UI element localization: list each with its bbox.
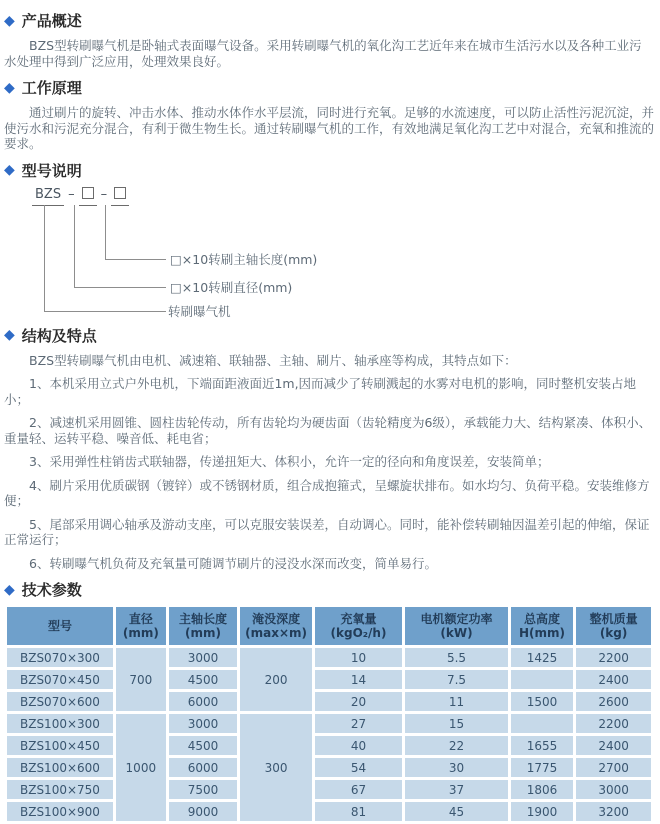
cell-height: 1425 bbox=[511, 648, 573, 667]
cell-oxygen: 14 bbox=[315, 670, 402, 689]
cell-model: BZS070×450 bbox=[7, 670, 113, 689]
header-oxygenation: 充氧量 (kgO₂/h) bbox=[315, 607, 402, 645]
feature-item: 3、采用弹性柱销齿式联轴器，传递扭矩大、体积小，允许一定的径向和角度误差，安装简单； bbox=[29, 454, 550, 469]
cell-height: 1900 bbox=[511, 802, 573, 821]
table-row bbox=[7, 692, 651, 711]
model-formula bbox=[32, 187, 129, 206]
table-row bbox=[7, 714, 651, 733]
cell-oxygen: 81 bbox=[315, 802, 402, 821]
cell-weight: 3200 bbox=[576, 802, 651, 821]
cell-oxygen: 40 bbox=[315, 736, 402, 755]
cell-depth: 300 bbox=[240, 714, 312, 821]
header-model: 型号 bbox=[7, 607, 113, 645]
features-intro: BZS型转刷曝气机由电机、减速箱、联轴器、主轴、刷片、轴承座等构成，其特点如下： bbox=[29, 352, 517, 368]
cell-model: BZS070×300 bbox=[7, 648, 113, 667]
model-title: 型号说明 bbox=[21, 161, 82, 180]
parameters-title: 技术参数 bbox=[21, 581, 82, 599]
connector-line-shaft bbox=[105, 205, 166, 260]
cell-length: 6000 bbox=[169, 692, 238, 711]
diamond-icon: ◆ bbox=[4, 327, 15, 343]
cell-weight: 2600 bbox=[576, 692, 651, 711]
cell-oxygen: 67 bbox=[315, 780, 402, 799]
cell-model: BZS100×750 bbox=[7, 780, 113, 799]
feature-item: 4、刷片采用优质碳钢（镀锌）或不锈钢材质，组合成抱箍式，呈螺旋状排布。如水均匀、负荷平稳。安装维修方便； bbox=[4, 477, 650, 508]
overview-title: 产品概述 bbox=[21, 12, 82, 30]
cell-height: 1775 bbox=[511, 758, 573, 777]
cell-height: 1500 bbox=[511, 692, 573, 711]
cell-oxygen: 27 bbox=[315, 714, 402, 733]
section-title-principle bbox=[4, 79, 654, 98]
cell-length: 7500 bbox=[169, 780, 238, 799]
table-row bbox=[7, 736, 651, 755]
header-shaft-length: 主轴长度 (mm) bbox=[169, 607, 238, 645]
features-title: 结构及特点 bbox=[21, 326, 97, 345]
cell-weight: 2400 bbox=[576, 736, 651, 755]
cell-length: 3000 bbox=[169, 648, 238, 667]
model-box-wrap bbox=[111, 187, 129, 206]
model-box-icon bbox=[114, 187, 126, 199]
cell-length: 3000 bbox=[169, 714, 238, 733]
table-row bbox=[7, 648, 651, 667]
principle-paragraph: 通过刷片的旋转、冲击水体、推动水体作水平层流，同时进行充氧。足够的水流速度，可以防止活性污泥沉淀，并使污水和污泥充分混合，有利于微生物生长。通过转刷曝气机的工作，有效地满足氧化沟工艺中对混合，充氧和推流的要求。 bbox=[4, 105, 655, 151]
cell-power: 11 bbox=[405, 692, 508, 711]
cell-weight: 2200 bbox=[576, 714, 651, 733]
cell-height: 1806 bbox=[511, 780, 573, 799]
cell-power: 5.5 bbox=[405, 648, 508, 667]
cell-weight: 3000 bbox=[576, 780, 651, 799]
table-row bbox=[7, 758, 651, 777]
cell-oxygen: 10 bbox=[315, 648, 402, 667]
cell-height bbox=[511, 714, 573, 733]
cell-weight: 2400 bbox=[576, 670, 651, 689]
formula-dash: – bbox=[100, 186, 108, 202]
label-shaft-length: □×10转刷主轴长度(mm) bbox=[170, 251, 318, 267]
cell-length: 4500 bbox=[169, 670, 238, 689]
formula-dash: – bbox=[68, 186, 75, 202]
cell-depth: 200 bbox=[240, 648, 312, 711]
diamond-icon: ◆ bbox=[4, 162, 15, 178]
section-title-parameters bbox=[4, 581, 654, 600]
feature-item: 2、减速机采用圆锥、圆柱齿轮传动，所有齿轮均为硬齿面（齿轮精度为6级），承载能力大、结构紧凑、体积小、重量轻、运转平稳、噪音低、耗电省； bbox=[4, 415, 652, 446]
cell-model: BZS070×600 bbox=[7, 692, 113, 711]
cell-power: 30 bbox=[405, 758, 508, 777]
diamond-icon: ◆ bbox=[4, 581, 15, 598]
section-title-features bbox=[4, 327, 654, 346]
section-title-overview bbox=[4, 12, 654, 31]
cell-diameter: 1000 bbox=[116, 714, 166, 821]
header-machine-weight: 整机质量 (kg) bbox=[576, 607, 651, 645]
header-motor-power: 电机额定功率 (kW) bbox=[405, 607, 508, 645]
section-title-model bbox=[4, 162, 654, 181]
cell-model: BZS100×900 bbox=[7, 802, 113, 821]
model-box-icon bbox=[82, 187, 94, 199]
model-code-diagram bbox=[4, 185, 654, 317]
cell-oxygen: 54 bbox=[315, 758, 402, 777]
cell-oxygen: 20 bbox=[315, 692, 402, 711]
header-diameter: 直径 (mm) bbox=[116, 607, 166, 645]
cell-weight: 2200 bbox=[576, 648, 651, 667]
principle-title: 工作原理 bbox=[21, 79, 82, 97]
cell-model: BZS100×600 bbox=[7, 758, 113, 777]
cell-length: 6000 bbox=[169, 758, 238, 777]
cell-height: 1655 bbox=[511, 736, 573, 755]
cell-power: 45 bbox=[405, 802, 508, 821]
cell-model: BZS100×300 bbox=[7, 714, 113, 733]
feature-item: 5、尾部采用调心轴承及游动支座，可以克服安装误差，自动调心。同时，能补偿转刷轴因温差引起的伸缩，保证正常运行； bbox=[4, 516, 650, 547]
cell-length: 9000 bbox=[169, 802, 238, 821]
table-header-row bbox=[7, 607, 651, 645]
model-prefix: BZS bbox=[32, 187, 64, 206]
cell-power: 15 bbox=[405, 714, 508, 733]
diamond-icon: ◆ bbox=[4, 79, 15, 96]
cell-power: 37 bbox=[405, 780, 508, 799]
table-row bbox=[7, 802, 651, 821]
table-row bbox=[7, 670, 651, 689]
cell-power: 7.5 bbox=[405, 670, 508, 689]
header-total-height: 总高度 H(mm) bbox=[511, 607, 573, 645]
spec-table bbox=[4, 604, 654, 824]
overview-paragraph: BZS型转刷曝气机是卧轴式表面曝气设备。采用转刷曝气机的氧化沟工艺近年来在城市生活污水以及各种工业污水处理中得到广泛应用，处理效果良好。 bbox=[4, 38, 642, 69]
cell-diameter: 700 bbox=[116, 648, 166, 711]
cell-height bbox=[511, 670, 573, 689]
diamond-icon: ◆ bbox=[4, 12, 15, 29]
table-row bbox=[7, 780, 651, 799]
header-submersion-depth: 淹没深度 (max×m) bbox=[240, 607, 312, 645]
label-machine-name: 转刷曝气机 bbox=[168, 303, 231, 319]
feature-item: 1、本机采用立式户外电机，下端面距液面近1m,因而减少了转刷溅起的水雾对电机的影响，同时整机安装占地小； bbox=[4, 376, 637, 407]
cell-weight: 2700 bbox=[576, 758, 651, 777]
feature-item: 6、转刷曝气机负荷及充氧量可随调节刷片的浸没水深而改变，简单易行。 bbox=[29, 555, 437, 571]
model-box-wrap bbox=[79, 187, 97, 206]
cell-model: BZS100×450 bbox=[7, 736, 113, 755]
cell-power: 22 bbox=[405, 736, 508, 755]
cell-length: 4500 bbox=[169, 736, 238, 755]
label-brush-diameter: □×10转刷直径(mm) bbox=[170, 279, 293, 295]
